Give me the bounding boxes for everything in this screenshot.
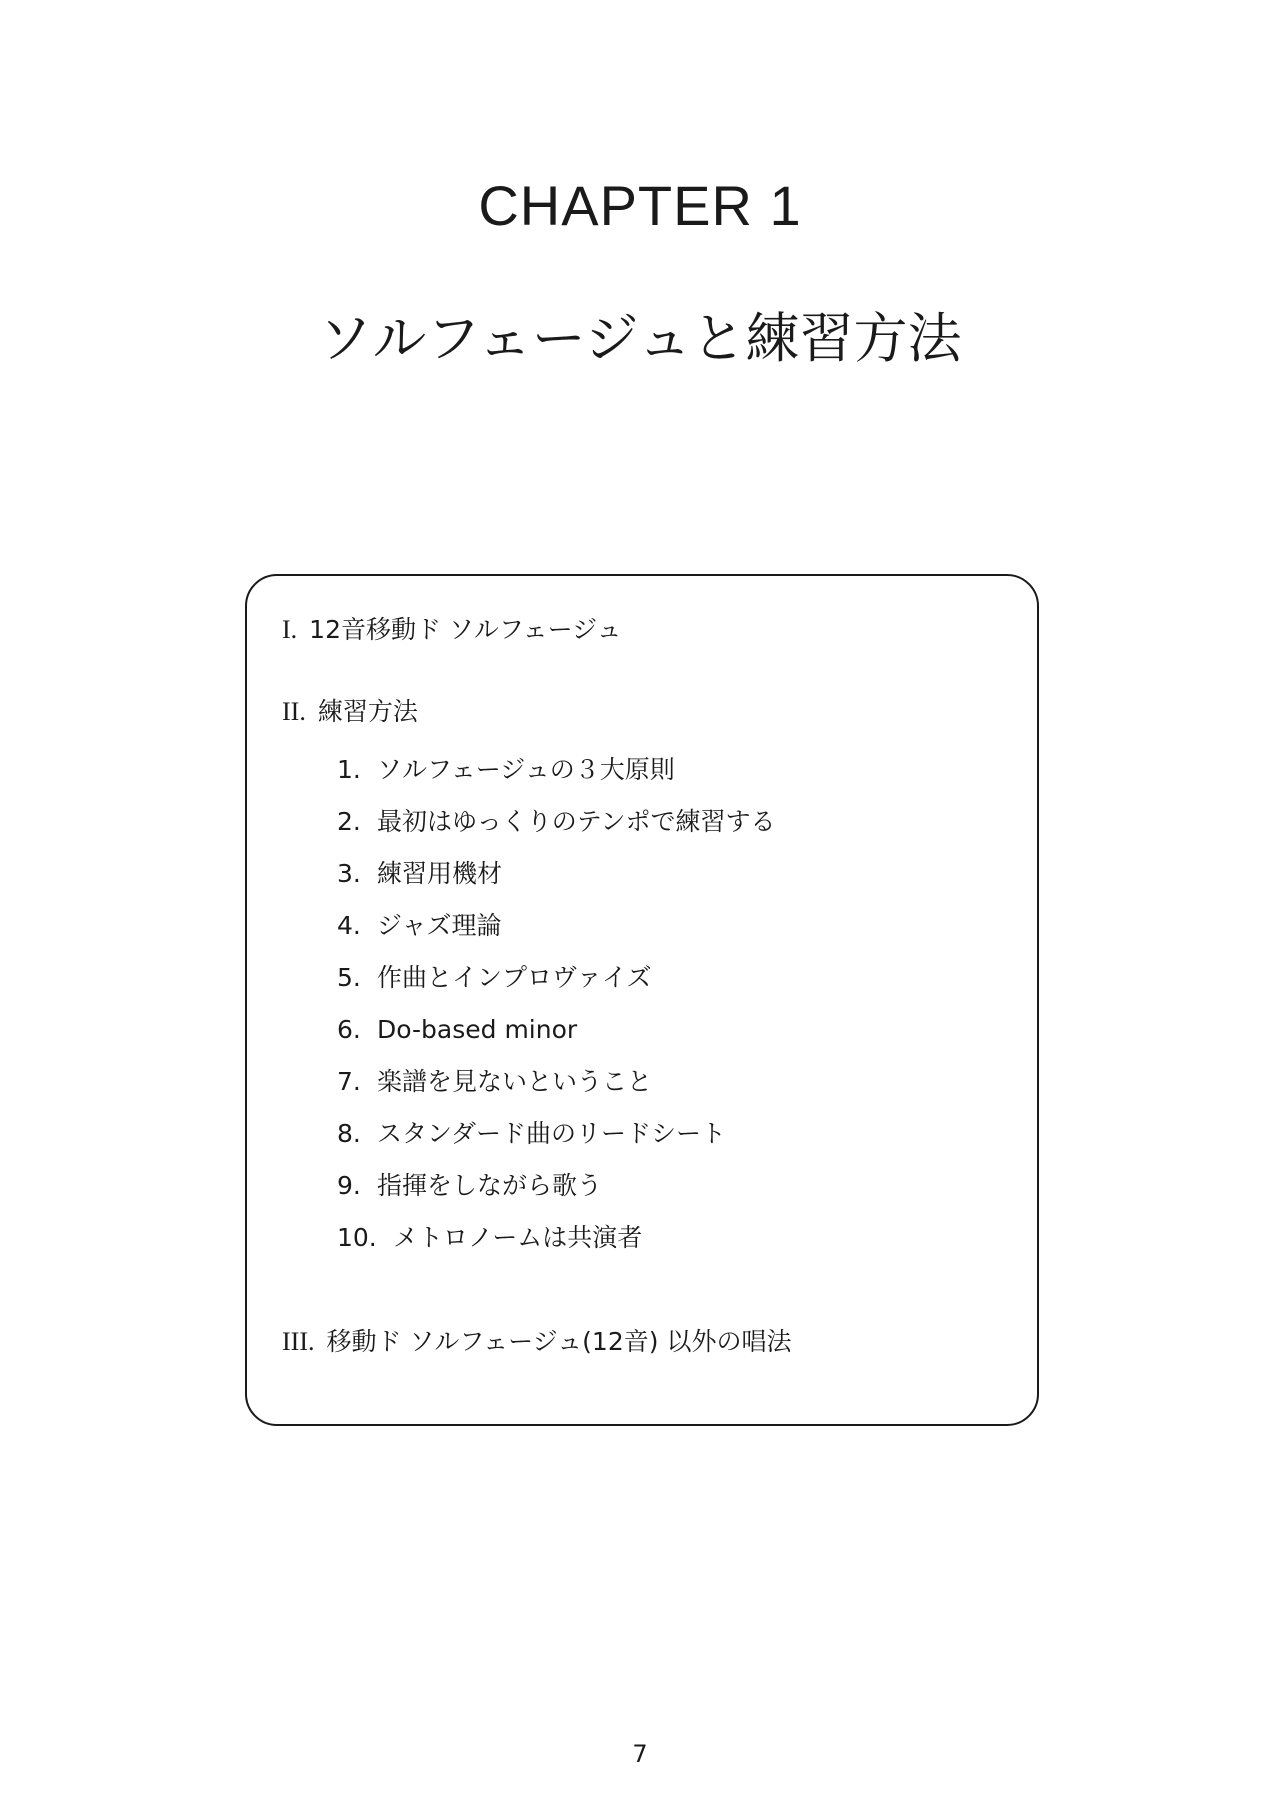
item-number: 8. — [337, 1119, 361, 1148]
section-title: 移動ド ソルフェージュ(12音) 以外の唱法 — [326, 1327, 792, 1356]
item-title: Do-based minor — [377, 1015, 578, 1044]
item-title: スタンダード曲のリードシート — [377, 1119, 727, 1148]
toc-item-7[interactable] — [337, 1069, 652, 1094]
item-number: 7. — [337, 1067, 361, 1096]
item-title: 楽譜を見ないということ — [377, 1067, 653, 1096]
section-numeral: I. — [282, 615, 298, 644]
item-number: 10. — [337, 1223, 377, 1252]
item-title: 練習用機材 — [377, 859, 503, 888]
item-number: 2. — [337, 807, 361, 836]
toc-section-2[interactable] — [282, 699, 418, 725]
item-title: 指揮をしながら歌う — [377, 1171, 603, 1200]
item-title: 最初はゆっくりのテンポで練習する — [377, 807, 776, 836]
item-title: 作曲とインプロヴァイズ — [377, 963, 652, 992]
toc-item-8[interactable] — [337, 1121, 726, 1146]
toc-item-9[interactable] — [337, 1173, 602, 1198]
item-number: 4. — [337, 911, 361, 940]
toc-item-2[interactable] — [337, 809, 776, 834]
section-numeral: II. — [282, 697, 306, 726]
toc-item-6[interactable] — [337, 1017, 577, 1042]
toc-section-3[interactable] — [282, 1329, 791, 1355]
toc-item-4[interactable] — [337, 913, 502, 938]
item-number: 5. — [337, 963, 361, 992]
chapter-label: CHAPTER 1 — [478, 174, 802, 237]
section-numeral: III. — [282, 1327, 315, 1356]
item-title: メトロノームは共演者 — [393, 1223, 643, 1252]
item-title: ソルフェージュの３大原則 — [377, 755, 675, 784]
toc-item-3[interactable] — [337, 861, 502, 886]
toc-item-5[interactable] — [337, 965, 652, 990]
item-number: 9. — [337, 1171, 361, 1200]
item-title: ジャズ理論 — [377, 911, 502, 940]
toc-item-1[interactable] — [337, 757, 675, 782]
chapter-title: ソルフェージュと練習方法 — [318, 307, 962, 370]
item-number: 1. — [337, 755, 361, 784]
toc-item-10[interactable] — [337, 1225, 642, 1250]
section-title: 12音移動ド ソルフェージュ — [309, 615, 622, 644]
toc-section-1[interactable] — [282, 617, 622, 643]
section-title: 練習方法 — [317, 697, 418, 726]
item-number: 6. — [337, 1015, 361, 1044]
item-number: 3. — [337, 859, 361, 888]
page-number: 7 — [632, 1740, 648, 1768]
table-of-contents — [245, 574, 1039, 1426]
